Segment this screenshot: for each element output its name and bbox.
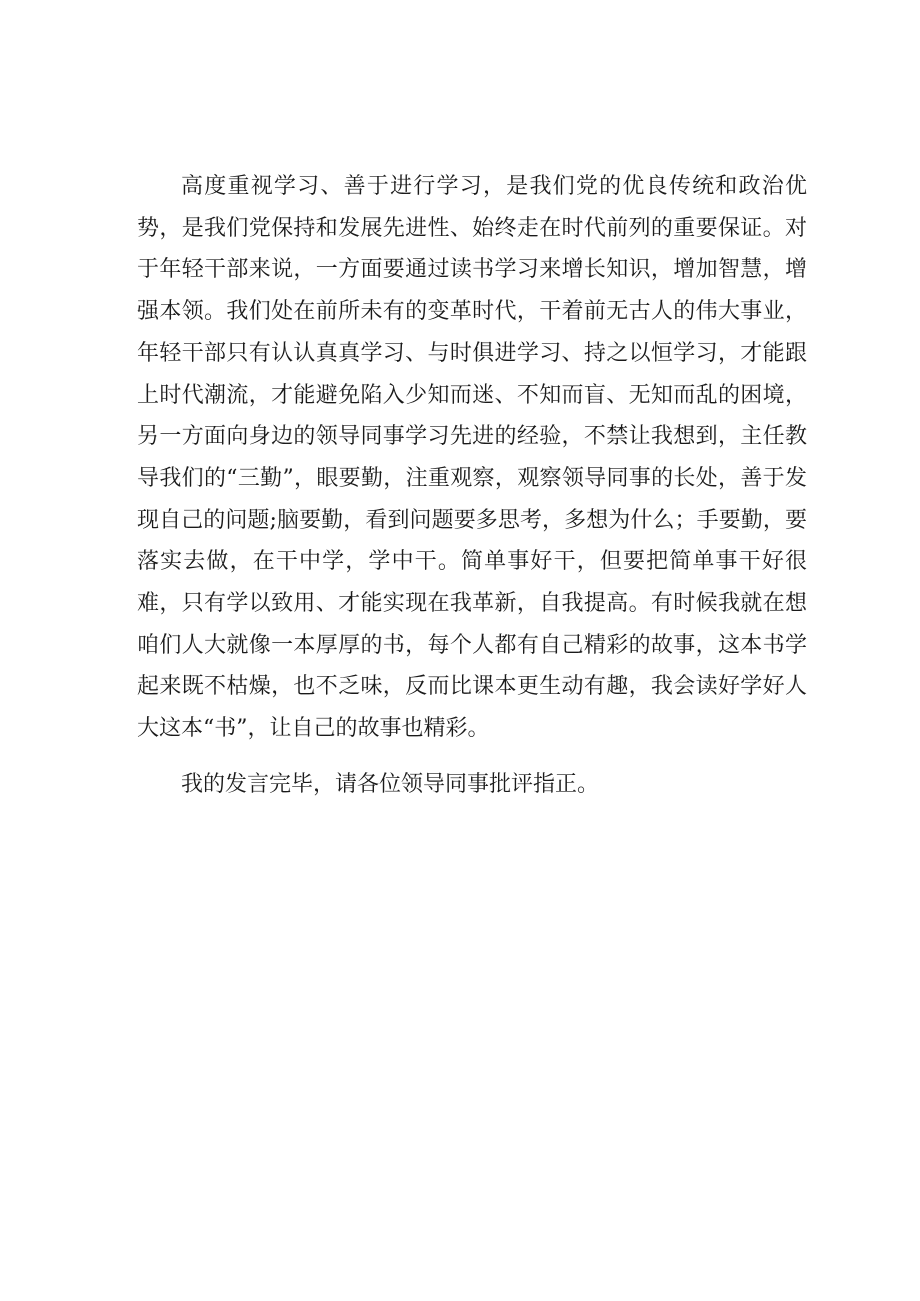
document-body: [137, 166, 807, 806]
closing-paragraph: 我的发言完毕，请各位领导同事批评指正。: [181, 771, 600, 797]
body-paragraph: 高度重视学习、善于进行学习，是我们党的优良传统和政治优势，是我们党保持和发展先进性、始终走在时代前列的重要保证。对于年轻干部来说，一方面要通过读书学习来增长知识，增加智慧，增强本领。我们处在前所未有的变革时代，干着前无古人的伟大事业，年轻干部只有认认真真学习、与时俱进学习、持之以恒学习，才能跟上时代潮流，才能避免陷入少知而迷、不知而盲、无知而乱的困境，另一方面向身边的领导同事学习先进的经验，不禁让我想到，主任教导我们的“三勤”，眼要勤，注重观察，观察领导同事的长处，善于发现自己的问题;脑要勤，看到问题要多思考，多想为什么；手要勤，要落实去做，在干中学，学中干。简单事好干，但要把简单事干好很难，只有学以致用、才能实现在我革新，自我提高。有时候我就在想咱们人大就像一本厚厚的书，每个人都有自己精彩的故事，这本书学起来既不枯燥，也不乏味，反而比课本更生动有趣，我会读好学好人大这本“书”，让自己的故事也精彩。: [137, 174, 807, 742]
